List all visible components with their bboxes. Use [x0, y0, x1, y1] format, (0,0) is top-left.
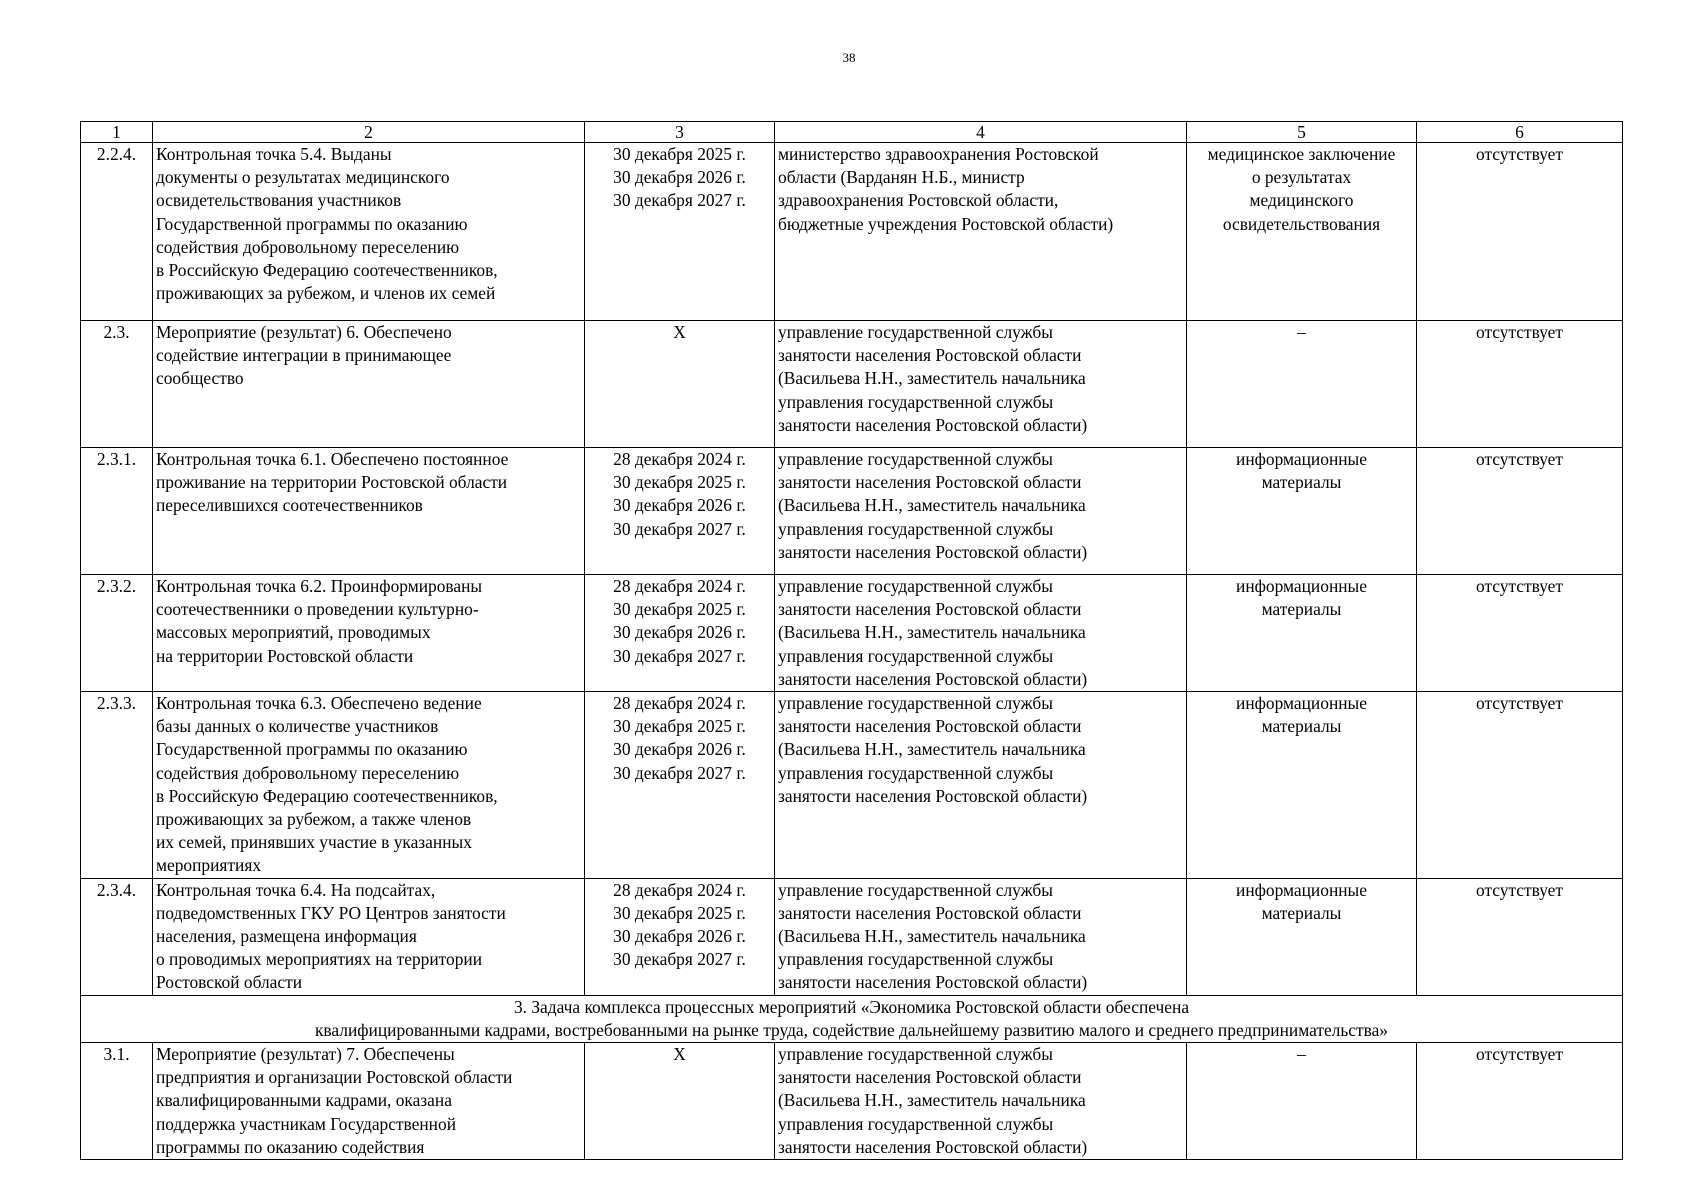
row-dates: 28 декабря 2024 г. 30 декабря 2025 г. 30 декабря 2026 г. 30 декабря 2027 г.	[585, 575, 775, 692]
row-system: отсутствует	[1417, 575, 1623, 692]
column-header: 5	[1187, 122, 1417, 143]
row-system: отсутствует	[1417, 692, 1623, 879]
table-row	[81, 692, 1623, 879]
section-heading: 3. Задача комплекса процессных мероприятий «Экономика Ростовской области обеспечена квалифицированными кадрами, востребованными на рынке труда, содействие дальнейшему развитию малого и среднего предпринимательства»	[81, 995, 1623, 1042]
row-event-name: Контрольная точка 5.4. Выданы документы о результатах медицинского освидетельствования участников Государственной программы по оказанию содействия добровольному переселению в Российскую Федерацию соотечественников, проживающих за рубежом, и членов их семей	[153, 143, 585, 321]
row-event-name: Контрольная точка 6.2. Проинформированы соотечественники о проведении культурно- массовых мероприятий, проводимых на территории Ростовской области	[153, 575, 585, 692]
row-system: отсутствует	[1417, 448, 1623, 575]
row-number: 2.3.4.	[81, 878, 153, 995]
row-event-name: Контрольная точка 6.4. На подсайтах, подведомственных ГКУ РО Центров занятости населения, размещена информация о проводимых мероприятиях на территории Ростовской области	[153, 878, 585, 995]
row-system: отсутствует	[1417, 1043, 1623, 1160]
row-responsible: министерство здравоохранения Ростовской области (Варданян Н.Б., министр здравоохранения Ростовской области, бюджетные учреждения Ростовской области)	[775, 143, 1187, 321]
row-number: 3.1.	[81, 1043, 153, 1160]
column-header: 6	[1417, 122, 1623, 143]
row-dates: 28 декабря 2024 г. 30 декабря 2025 г. 30 декабря 2026 г. 30 декабря 2027 г.	[585, 448, 775, 575]
row-responsible: управление государственной службы занятости населения Ростовской области (Васильева Н.Н., заместитель начальника управления государственной службы занятости населения Ростовской области)	[775, 692, 1187, 879]
row-document: информационные материалы	[1187, 575, 1417, 692]
row-dates: 28 декабря 2024 г. 30 декабря 2025 г. 30 декабря 2026 г. 30 декабря 2027 г.	[585, 692, 775, 879]
table-row	[81, 878, 1623, 995]
row-document: информационные материалы	[1187, 448, 1417, 575]
plan-table	[80, 121, 1623, 1160]
row-document: –	[1187, 1043, 1417, 1160]
row-dates: Х	[585, 1043, 775, 1160]
row-number: 2.3.2.	[81, 575, 153, 692]
row-event-name: Контрольная точка 6.3. Обеспечено ведение базы данных о количестве участников Государственной программы по оказанию содействия добровольному переселению в Российскую Федерацию соотечественников, проживающих за рубежом, а также членов их семей, принявших участие в указанных мероприятиях	[153, 692, 585, 879]
column-header: 2	[153, 122, 585, 143]
row-event-name: Мероприятие (результат) 7. Обеспечены предприятия и организации Ростовской области квалифицированными кадрами, оказана поддержка участникам Государственной программы по оказанию содействия	[153, 1043, 585, 1160]
row-responsible: управление государственной службы занятости населения Ростовской области (Васильева Н.Н., заместитель начальника управления государственной службы занятости населения Ростовской области)	[775, 575, 1187, 692]
row-system: отсутствует	[1417, 321, 1623, 448]
row-event-name: Контрольная точка 6.1. Обеспечено постоянное проживание на территории Ростовской области переселившихся соотечественников	[153, 448, 585, 575]
row-system: отсутствует	[1417, 878, 1623, 995]
row-responsible: управление государственной службы занятости населения Ростовской области (Васильева Н.Н., заместитель начальника управления государственной службы занятости населения Ростовской области)	[775, 1043, 1187, 1160]
row-number: 2.2.4.	[81, 143, 153, 321]
row-event-name: Мероприятие (результат) 6. Обеспечено содействие интеграции в принимающее сообщество	[153, 321, 585, 448]
row-number: 2.3.	[81, 321, 153, 448]
row-number: 2.3.1.	[81, 448, 153, 575]
row-document: информационные материалы	[1187, 692, 1417, 879]
table-row	[81, 575, 1623, 692]
section-row	[81, 995, 1623, 1042]
table-row	[81, 448, 1623, 575]
row-dates: 30 декабря 2025 г. 30 декабря 2026 г. 30 декабря 2027 г.	[585, 143, 775, 321]
page-number: 38	[842, 50, 856, 65]
row-responsible: управление государственной службы занятости населения Ростовской области (Васильева Н.Н., заместитель начальника управления государственной службы занятости населения Ростовской области)	[775, 321, 1187, 448]
row-dates: Х	[585, 321, 775, 448]
row-document: информационные материалы	[1187, 878, 1417, 995]
row-number: 2.3.3.	[81, 692, 153, 879]
column-header: 4	[775, 122, 1187, 143]
column-header: 3	[585, 122, 775, 143]
row-system: отсутствует	[1417, 143, 1623, 321]
row-responsible: управление государственной службы занятости населения Ростовской области (Васильева Н.Н., заместитель начальника управления государственной службы занятости населения Ростовской области)	[775, 448, 1187, 575]
table-row	[81, 321, 1623, 448]
row-dates: 28 декабря 2024 г. 30 декабря 2025 г. 30 декабря 2026 г. 30 декабря 2027 г.	[585, 878, 775, 995]
row-responsible: управление государственной службы занятости населения Ростовской области (Васильева Н.Н., заместитель начальника управления государственной службы занятости населения Ростовской области)	[775, 878, 1187, 995]
row-document: –	[1187, 321, 1417, 448]
table-header-row	[81, 122, 1623, 143]
table-row	[81, 1043, 1623, 1160]
row-document: медицинское заключение о результатах медицинского освидетельствования	[1187, 143, 1417, 321]
column-header: 1	[81, 122, 153, 143]
table-row	[81, 143, 1623, 321]
